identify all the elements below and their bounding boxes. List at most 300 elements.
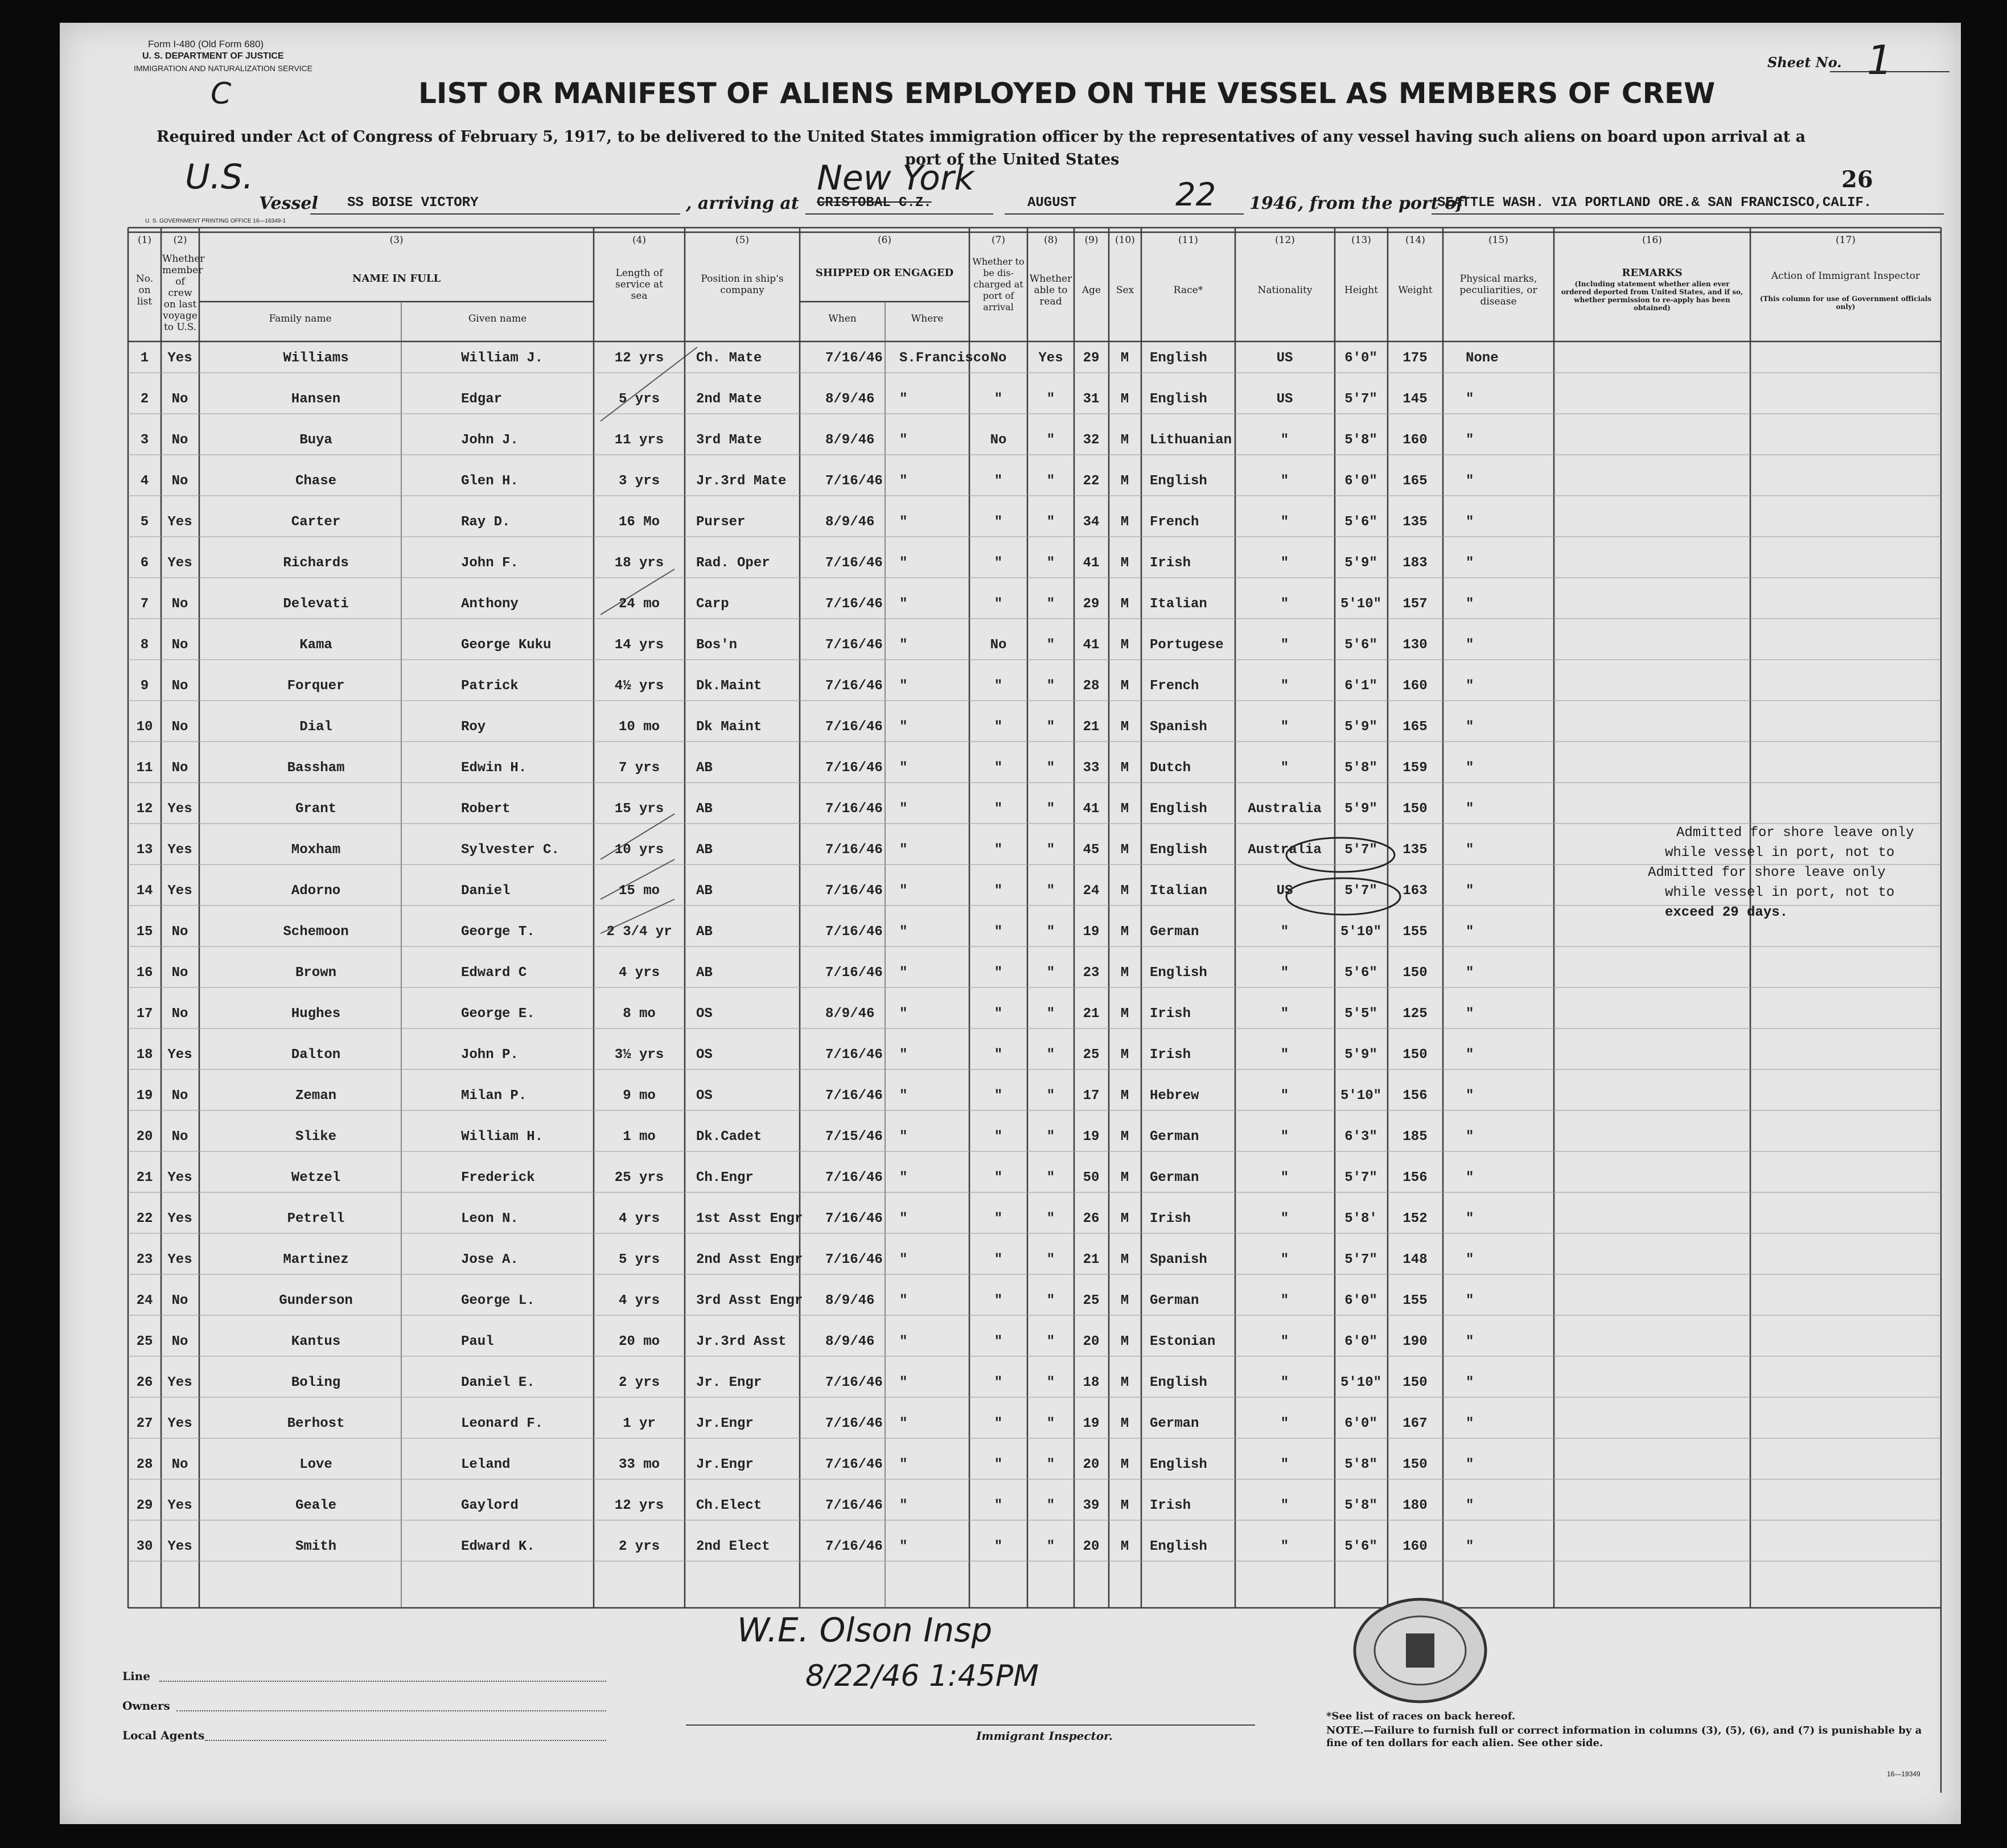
row-discharged: No <box>990 637 1007 653</box>
row-shipped-when: 7/16/46 <box>825 965 883 981</box>
row-given-name: Leland <box>461 1457 511 1472</box>
row-family-name: Love <box>299 1457 332 1472</box>
row-family-name: Adorno <box>291 883 341 899</box>
row-age: 21 <box>1083 1252 1100 1267</box>
row-height: 6'0" <box>1344 1334 1377 1349</box>
row-number: 2 <box>140 392 149 407</box>
row-family-name: Dial <box>299 719 332 735</box>
row-position: Ch.Engr <box>696 1170 754 1186</box>
row-shipped-where: " <box>899 1293 908 1308</box>
row-age: 20 <box>1083 1539 1100 1554</box>
row-last-voyage: Yes <box>167 883 192 899</box>
row-shipped-when: 7/16/46 <box>825 1498 883 1513</box>
row-weight: 175 <box>1403 351 1428 366</box>
row-weight: 167 <box>1403 1416 1428 1431</box>
row-position: Jr.3rd Asst <box>696 1334 787 1349</box>
row-last-voyage: No <box>171 596 188 612</box>
row-last-voyage: Yes <box>167 1211 192 1226</box>
row-service-length: 15 yrs <box>614 801 664 817</box>
header-action-inspector: Action of Immigrant Inspector <box>1771 270 1920 282</box>
row-weight: 145 <box>1403 392 1428 407</box>
row-nationality: " <box>1280 1416 1289 1431</box>
row-height: 5'10" <box>1340 596 1382 612</box>
row-sex: M <box>1120 1539 1129 1554</box>
row-race: German <box>1150 1170 1199 1186</box>
service-name: IMMIGRATION AND NATURALIZATION SERVICE <box>134 64 312 73</box>
row-nationality: " <box>1280 474 1289 489</box>
row-height: 5'6" <box>1344 965 1377 981</box>
row-shipped-when: 7/16/46 <box>825 801 883 817</box>
row-given-name: Leon N. <box>461 1211 519 1226</box>
row-shipped-when: 8/9/46 <box>825 515 875 530</box>
header-remarks: REMARKS <box>1622 267 1683 279</box>
row-family-name: Kama <box>299 637 332 653</box>
row-family-name: Gunderson <box>279 1293 353 1308</box>
row-last-voyage: No <box>171 719 188 735</box>
row-race: German <box>1150 924 1199 940</box>
row-family-name: Chase <box>295 474 337 489</box>
row-age: 20 <box>1083 1457 1100 1472</box>
row-last-voyage: No <box>171 965 188 981</box>
header-action-note: (This column for use of Government officials only) <box>1759 295 1932 311</box>
header-where: Where <box>911 313 944 324</box>
remarks-line-3: Admitted for shore leave only <box>1648 865 1886 880</box>
row-family-name: Martinez <box>283 1252 349 1267</box>
form-title: LIST OR MANIFEST OF ALIENS EMPLOYED ON THE VESSEL AS MEMBERS OF CREW <box>418 77 1716 110</box>
row-weight: 150 <box>1403 1047 1428 1063</box>
row-able-to-read: " <box>1046 1293 1055 1308</box>
row-race: German <box>1150 1293 1199 1308</box>
row-sex: M <box>1120 842 1129 858</box>
row-able-to-read: " <box>1046 1170 1055 1186</box>
arriving-handwritten: New York <box>817 158 974 198</box>
row-shipped-where: " <box>899 1170 908 1186</box>
row-shipped-when: 7/16/46 <box>825 637 883 653</box>
row-physical-marks: " <box>1466 924 1474 940</box>
row-able-to-read: " <box>1046 842 1055 858</box>
row-position: Ch. Mate <box>696 351 762 366</box>
row-sex: M <box>1120 637 1129 653</box>
row-sex: M <box>1120 1088 1129 1104</box>
header-able-read: Whether able to read <box>1029 273 1072 307</box>
remarks-line-2: while vessel in port, not to <box>1665 845 1895 861</box>
col-num-5: (5) <box>735 234 750 246</box>
row-position: OS <box>696 1006 713 1022</box>
col-num-1: (1) <box>137 234 152 246</box>
row-shipped-where: " <box>899 555 908 571</box>
row-family-name: Hansen <box>291 392 341 407</box>
row-number: 5 <box>140 515 149 530</box>
row-given-name: Ray D. <box>461 515 511 530</box>
row-number: 1 <box>140 351 149 366</box>
row-race: Spanish <box>1150 719 1207 735</box>
arriving-label: , arriving at <box>686 194 799 213</box>
row-physical-marks: " <box>1466 1539 1474 1554</box>
row-height: 6'0" <box>1344 351 1377 366</box>
row-age: 23 <box>1083 965 1100 981</box>
col-num-17: (17) <box>1836 234 1856 246</box>
row-race: Irish <box>1150 1498 1191 1513</box>
col-num-14: (14) <box>1405 234 1425 246</box>
row-able-to-read: " <box>1046 801 1055 817</box>
row-service-length: 3½ yrs <box>614 1047 664 1063</box>
row-physical-marks: " <box>1466 760 1474 776</box>
header-shipped-engaged: SHIPPED OR ENGAGED <box>815 267 954 279</box>
row-shipped-when: 7/16/46 <box>825 596 883 612</box>
row-weight: 150 <box>1403 1375 1428 1390</box>
header-discharged: Whether to be dis- charged at port of arrival <box>972 256 1025 312</box>
row-nationality: " <box>1280 1293 1289 1308</box>
day-handwritten: 22 <box>1175 176 1216 213</box>
row-age: 25 <box>1083 1047 1100 1063</box>
row-sex: M <box>1120 760 1129 776</box>
row-discharged: " <box>994 883 1003 899</box>
row-weight: 148 <box>1403 1252 1428 1267</box>
row-able-to-read: " <box>1046 433 1055 448</box>
row-sex: M <box>1120 1375 1129 1390</box>
row-sex: M <box>1120 678 1129 694</box>
row-shipped-where: " <box>899 1129 908 1145</box>
row-last-voyage: Yes <box>167 1416 192 1431</box>
row-shipped-where: " <box>899 965 908 981</box>
row-discharged: " <box>994 1539 1003 1554</box>
remarks-line-5: exceed 29 days. <box>1665 905 1788 920</box>
row-family-name: Kantus <box>291 1334 341 1349</box>
row-weight: 150 <box>1403 965 1428 981</box>
row-family-name: Hughes <box>291 1006 341 1022</box>
row-physical-marks: " <box>1466 1375 1474 1390</box>
zone-stamp <box>1346 1594 1494 1707</box>
row-number: 24 <box>136 1293 153 1308</box>
row-able-to-read: " <box>1046 1334 1055 1349</box>
row-shipped-when: 7/16/46 <box>825 1457 883 1472</box>
row-discharged: " <box>994 1498 1003 1513</box>
row-number: 13 <box>136 842 153 858</box>
row-nationality: " <box>1280 719 1289 735</box>
row-race: English <box>1150 474 1207 489</box>
row-given-name: Leonard F. <box>461 1416 544 1431</box>
owners-field <box>176 1710 606 1711</box>
row-height: 5'6" <box>1344 515 1377 530</box>
row-position: AB <box>696 924 713 940</box>
row-position: Purser <box>696 515 746 530</box>
row-given-name: George Kuku <box>461 637 552 653</box>
row-discharged: " <box>994 555 1003 571</box>
row-physical-marks: " <box>1466 596 1474 612</box>
row-nationality: " <box>1280 760 1289 776</box>
row-race: Irish <box>1150 1211 1191 1226</box>
row-nationality: " <box>1280 1088 1289 1104</box>
row-position: Carp <box>696 596 729 612</box>
row-last-voyage: Yes <box>167 555 192 571</box>
row-shipped-when: 7/16/46 <box>825 555 883 571</box>
row-nationality: " <box>1280 515 1289 530</box>
races-note: *See list of races on back hereof. <box>1326 1710 1516 1722</box>
row-shipped-where: " <box>899 1334 908 1349</box>
row-given-name: Glen H. <box>461 474 519 489</box>
row-service-length: 33 mo <box>618 1457 660 1472</box>
row-physical-marks: " <box>1466 1006 1474 1022</box>
row-shipped-when: 7/16/46 <box>825 1252 883 1267</box>
row-given-name: William H. <box>461 1129 544 1145</box>
row-shipped-when: 8/9/46 <box>825 392 875 407</box>
row-race: Estonian <box>1150 1334 1216 1349</box>
row-shipped-where: " <box>899 842 908 858</box>
row-shipped-where: S.Francisco <box>899 351 990 366</box>
line-label: Line <box>122 1669 150 1683</box>
row-given-name: Anthony <box>461 596 519 612</box>
row-sex: M <box>1120 1457 1129 1472</box>
row-shipped-where: " <box>899 596 908 612</box>
row-discharged: " <box>994 1170 1003 1186</box>
row-able-to-read: " <box>1046 1211 1055 1226</box>
row-physical-marks: " <box>1466 474 1474 489</box>
row-physical-marks: " <box>1466 637 1474 653</box>
remarks-line-1: Admitted for shore leave only <box>1676 825 1914 841</box>
row-sex: M <box>1120 719 1129 735</box>
row-family-name: Schemoon <box>283 924 349 940</box>
manifest-sheet <box>60 23 1961 1824</box>
row-number: 4 <box>140 474 149 489</box>
row-service-length: 4 yrs <box>618 1211 660 1226</box>
row-age: 21 <box>1083 719 1100 735</box>
row-height: 5'7" <box>1344 842 1377 858</box>
row-last-voyage: Yes <box>167 1047 192 1063</box>
row-age: 29 <box>1083 596 1100 612</box>
row-age: 19 <box>1083 924 1100 940</box>
row-service-length: 2 yrs <box>618 1375 660 1390</box>
row-age: 39 <box>1083 1498 1100 1513</box>
owners-label: Owners <box>122 1699 170 1713</box>
row-service-length: 1 mo <box>623 1129 656 1145</box>
row-race: Portugese <box>1150 637 1224 653</box>
row-weight: 183 <box>1403 555 1428 571</box>
row-shipped-where: " <box>899 883 908 899</box>
header-remarks-note: (Including statement whether alien ever ordered deported from United States, and if so, whether permission to re-apply has been obtained) <box>1561 280 1743 312</box>
row-shipped-where: " <box>899 719 908 735</box>
row-race: Italian <box>1150 596 1207 612</box>
month-value: AUGUST <box>1027 195 1077 211</box>
page-number: 26 <box>1841 166 1873 193</box>
row-weight: 160 <box>1403 678 1428 694</box>
row-sex: M <box>1120 555 1129 571</box>
row-given-name: John F. <box>461 555 519 571</box>
col-num-16: (16) <box>1642 234 1662 246</box>
row-sex: M <box>1120 1211 1129 1226</box>
row-number: 30 <box>136 1539 153 1554</box>
row-height: 5'6" <box>1344 1539 1377 1554</box>
row-weight: 150 <box>1403 1457 1428 1472</box>
row-shipped-when: 7/16/46 <box>825 678 883 694</box>
row-race: Spanish <box>1150 1252 1207 1267</box>
col-num-3: (3) <box>389 234 404 246</box>
row-shipped-when: 8/9/46 <box>825 433 875 448</box>
row-discharged: " <box>994 965 1003 981</box>
row-physical-marks: " <box>1466 1170 1474 1186</box>
form-code: 16—19349 <box>1887 1770 1920 1778</box>
row-number: 11 <box>136 760 153 776</box>
row-nationality: " <box>1280 1047 1289 1063</box>
row-family-name: Dalton <box>291 1047 341 1063</box>
line-field <box>159 1681 606 1682</box>
row-age: 41 <box>1083 801 1100 817</box>
row-race: Italian <box>1150 883 1207 899</box>
row-height: 5'8" <box>1344 433 1377 448</box>
row-last-voyage: Yes <box>167 801 192 817</box>
header-when: When <box>828 313 857 324</box>
row-family-name: Geale <box>295 1498 337 1513</box>
header-sex: Sex <box>1116 285 1134 296</box>
row-height: 5'5" <box>1344 1006 1377 1022</box>
row-height: 6'0" <box>1344 1293 1377 1308</box>
row-last-voyage: No <box>171 1006 188 1022</box>
row-able-to-read: " <box>1046 883 1055 899</box>
row-race: German <box>1150 1129 1199 1145</box>
header-age: Age <box>1081 285 1101 296</box>
row-shipped-where: " <box>899 474 908 489</box>
from-label: , from the port of <box>1298 194 1464 213</box>
row-physical-marks: " <box>1466 1498 1474 1513</box>
row-able-to-read: " <box>1046 1498 1055 1513</box>
row-age: 24 <box>1083 883 1100 899</box>
row-height: 5'8" <box>1344 760 1377 776</box>
row-shipped-where: " <box>899 1498 908 1513</box>
row-sex: M <box>1120 1416 1129 1431</box>
row-discharged: " <box>994 801 1003 817</box>
row-number: 7 <box>140 596 149 612</box>
row-physical-marks: " <box>1466 1457 1474 1472</box>
row-sex: M <box>1120 801 1129 817</box>
row-able-to-read: Yes <box>1038 351 1063 366</box>
row-shipped-when: 8/9/46 <box>825 1006 875 1022</box>
row-service-length: 7 yrs <box>618 760 660 776</box>
row-position: Jr.Engr <box>696 1457 754 1472</box>
row-age: 34 <box>1083 515 1100 530</box>
row-physical-marks: " <box>1466 1293 1474 1308</box>
header-physical-marks: Physical marks, peculiarities, or disease <box>1459 273 1537 307</box>
row-given-name: Edgar <box>461 392 503 407</box>
row-discharged: " <box>994 924 1003 940</box>
header-race: Race* <box>1173 285 1203 296</box>
row-last-voyage: Yes <box>167 515 192 530</box>
row-discharged: No <box>990 433 1007 448</box>
row-age: 17 <box>1083 1088 1100 1104</box>
row-shipped-where: " <box>899 1457 908 1472</box>
row-weight: 185 <box>1403 1129 1428 1145</box>
row-age: 41 <box>1083 637 1100 653</box>
row-physical-marks: " <box>1466 515 1474 530</box>
row-physical-marks: " <box>1466 1047 1474 1063</box>
local-agents-label: Local Agents <box>122 1728 205 1742</box>
row-able-to-read: " <box>1046 1416 1055 1431</box>
row-sex: M <box>1120 515 1129 530</box>
row-given-name: Patrick <box>461 678 519 694</box>
row-last-voyage: No <box>171 1293 188 1308</box>
row-height: 5'10" <box>1340 1375 1382 1390</box>
row-last-voyage: Yes <box>167 351 192 366</box>
header-weight: Weight <box>1398 285 1433 296</box>
row-last-voyage: Yes <box>167 1498 192 1513</box>
row-number: 10 <box>136 719 153 735</box>
row-last-voyage: No <box>171 433 188 448</box>
row-physical-marks: " <box>1466 965 1474 981</box>
row-able-to-read: " <box>1046 1375 1055 1390</box>
row-position: Jr.Engr <box>696 1416 754 1431</box>
row-discharged: " <box>994 678 1003 694</box>
row-race: Irish <box>1150 555 1191 571</box>
row-physical-marks: " <box>1466 678 1474 694</box>
row-number: 8 <box>140 637 149 653</box>
row-discharged: " <box>994 392 1003 407</box>
row-height: 5'9" <box>1344 801 1377 817</box>
col-num-6: (6) <box>877 234 892 246</box>
row-nationality: US <box>1276 351 1293 366</box>
row-service-length: 4 yrs <box>618 965 660 981</box>
row-last-voyage: No <box>171 1457 188 1472</box>
row-sex: M <box>1120 1170 1129 1186</box>
header-member-last-voyage: Whether member of crew on last voyage to U.S. <box>162 253 205 333</box>
row-family-name: Boling <box>291 1375 341 1390</box>
row-age: 18 <box>1083 1375 1100 1390</box>
row-shipped-where: " <box>899 433 908 448</box>
row-nationality: Australia <box>1248 801 1322 817</box>
from-port: SEATTLE WASH. VIA PORTLAND ORE.& SAN FRANCISCO,CALIF. <box>1437 195 1872 211</box>
row-sex: M <box>1120 1129 1129 1145</box>
row-position: OS <box>696 1047 713 1063</box>
row-given-name: Daniel <box>461 883 511 899</box>
row-discharged: " <box>994 515 1003 530</box>
row-service-length: 12 yrs <box>614 1498 664 1513</box>
col-num-11: (11) <box>1178 234 1198 246</box>
row-shipped-where: " <box>899 1375 908 1390</box>
row-discharged: " <box>994 1252 1003 1267</box>
row-physical-marks: " <box>1466 392 1474 407</box>
row-family-name: Richards <box>283 555 349 571</box>
row-height: 5'8" <box>1344 1498 1377 1513</box>
row-shipped-when: 7/16/46 <box>825 760 883 776</box>
row-able-to-read: " <box>1046 555 1055 571</box>
row-physical-marks: " <box>1466 842 1474 858</box>
row-weight: 160 <box>1403 433 1428 448</box>
row-shipped-where: " <box>899 1088 908 1104</box>
row-shipped-where: " <box>899 637 908 653</box>
row-service-length: 10 mo <box>618 719 660 735</box>
row-shipped-when: 7/15/46 <box>825 1129 883 1145</box>
row-service-length: 18 yrs <box>614 555 664 571</box>
row-position: AB <box>696 883 713 899</box>
row-sex: M <box>1120 883 1129 899</box>
row-discharged: " <box>994 1416 1003 1431</box>
row-service-length: 5 yrs <box>618 392 660 407</box>
row-weight: 180 <box>1403 1498 1428 1513</box>
row-physical-marks: " <box>1466 555 1474 571</box>
row-last-voyage: No <box>171 392 188 407</box>
row-sex: M <box>1120 474 1129 489</box>
row-given-name: Gaylord <box>461 1498 519 1513</box>
row-family-name: Wetzel <box>291 1170 341 1186</box>
row-nationality: " <box>1280 1252 1289 1267</box>
row-height: 6'0" <box>1344 474 1377 489</box>
row-shipped-when: 7/16/46 <box>825 1170 883 1186</box>
row-nationality: " <box>1280 965 1289 981</box>
row-last-voyage: No <box>171 474 188 489</box>
row-shipped-where: " <box>899 392 908 407</box>
header-family-name: Family name <box>269 313 332 324</box>
row-sex: M <box>1120 392 1129 407</box>
row-physical-marks: " <box>1466 1129 1474 1145</box>
row-position: Ch.Elect <box>696 1498 762 1513</box>
inspector-line <box>686 1724 1255 1726</box>
